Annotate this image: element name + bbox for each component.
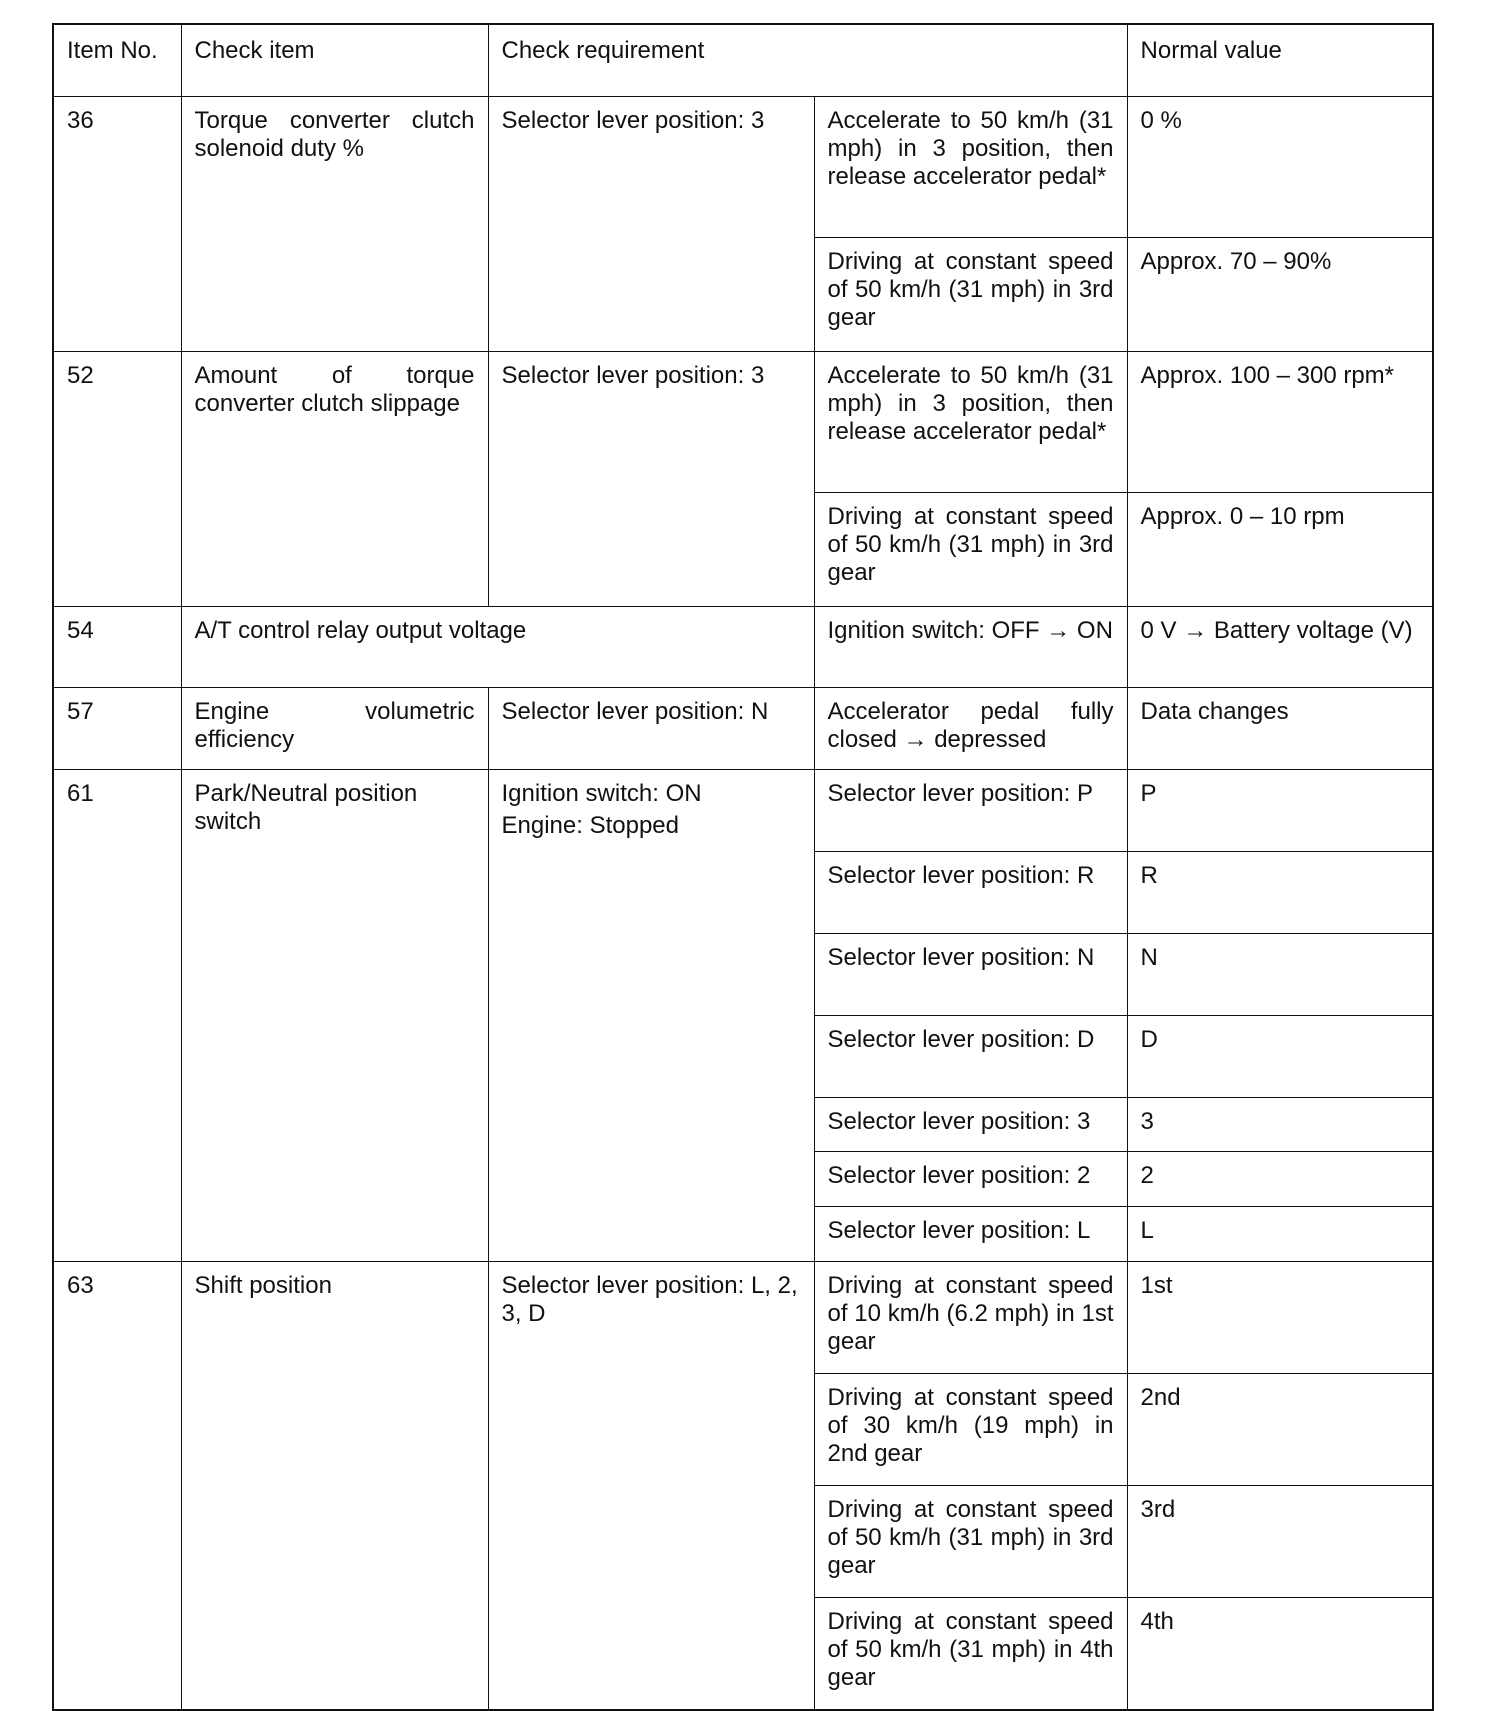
condition: Selector lever position: 3 bbox=[814, 1098, 1127, 1152]
check-requirement: Selector lever position: N bbox=[488, 688, 814, 770]
condition: Selector lever position: R bbox=[814, 852, 1127, 934]
condition: Driving at constant speed of 30 km/h (19 mph) in 2nd gear bbox=[814, 1374, 1127, 1486]
check-item: Shift position bbox=[181, 1262, 488, 1710]
check-requirement: Selector lever position: L, 2, 3, D bbox=[488, 1262, 814, 1710]
condition: Driving at constant speed of 50 km/h (31 mph) in 3rd gear bbox=[814, 493, 1127, 607]
table-row bbox=[53, 688, 1433, 770]
check-item: Torque converter clutch solenoid duty % bbox=[181, 97, 488, 352]
condition: Accelerate to 50 km/h (31 mph) in 3 position, then release accelerator pedal* bbox=[814, 97, 1127, 238]
condition: Selector lever position: D bbox=[814, 1016, 1127, 1098]
spec-page bbox=[52, 23, 1432, 1711]
item-no: 57 bbox=[53, 688, 181, 770]
condition: Selector lever position: N bbox=[814, 934, 1127, 1016]
header-check-item: Check item bbox=[181, 24, 488, 97]
table-row bbox=[53, 1262, 1433, 1374]
check-item-table bbox=[52, 23, 1434, 1711]
normal-value: 2 bbox=[1127, 1152, 1433, 1207]
requirement-line: Engine: Stopped bbox=[501, 812, 679, 839]
header-item-no: Item No. bbox=[53, 24, 181, 97]
check-requirement: Selector lever position: 3 bbox=[488, 97, 814, 352]
condition: Selector lever position: 2 bbox=[814, 1152, 1127, 1207]
normal-value: 4th bbox=[1127, 1598, 1433, 1710]
table-row bbox=[53, 607, 1433, 688]
item-no: 61 bbox=[53, 770, 181, 1262]
normal-value: Data changes bbox=[1127, 688, 1433, 770]
normal-value: 0 V → Battery voltage (V) bbox=[1127, 607, 1433, 688]
normal-value: R bbox=[1127, 852, 1433, 934]
table-row bbox=[53, 770, 1433, 852]
normal-value: P bbox=[1127, 770, 1433, 852]
normal-value: 3 bbox=[1127, 1098, 1433, 1152]
check-requirement: Selector lever position: 3 bbox=[488, 352, 814, 607]
condition: Selector lever position: P bbox=[814, 770, 1127, 852]
normal-value: 1st bbox=[1127, 1262, 1433, 1374]
item-no: 63 bbox=[53, 1262, 181, 1710]
condition: Accelerate to 50 km/h (31 mph) in 3 position, then release accelerator pedal* bbox=[814, 352, 1127, 493]
normal-value: Approx. 70 – 90% bbox=[1127, 238, 1433, 352]
item-no: 54 bbox=[53, 607, 181, 688]
normal-value: Approx. 0 – 10 rpm bbox=[1127, 493, 1433, 607]
header-check-requirement: Check requirement bbox=[488, 24, 1127, 97]
check-item: Engine volumetric efficiency bbox=[181, 688, 488, 770]
condition: Driving at constant speed of 10 km/h (6.2 mph) in 1st gear bbox=[814, 1262, 1127, 1374]
normal-value: 3rd bbox=[1127, 1486, 1433, 1598]
normal-value: D bbox=[1127, 1016, 1433, 1098]
condition: Selector lever position: L bbox=[814, 1207, 1127, 1262]
item-no: 36 bbox=[53, 97, 181, 352]
check-item: Park/Neutral position switch bbox=[181, 770, 488, 1262]
header-normal-value: Normal value bbox=[1127, 24, 1433, 97]
normal-value: 0 % bbox=[1127, 97, 1433, 238]
condition: Driving at constant speed of 50 km/h (31 mph) in 4th gear bbox=[814, 1598, 1127, 1710]
table-row bbox=[53, 352, 1433, 493]
normal-value: Approx. 100 – 300 rpm* bbox=[1127, 352, 1433, 493]
check-item: Amount of torque converter clutch slippage bbox=[181, 352, 488, 607]
normal-value: 2nd bbox=[1127, 1374, 1433, 1486]
normal-value: N bbox=[1127, 934, 1433, 1016]
condition: Driving at constant speed of 50 km/h (31 mph) in 3rd gear bbox=[814, 1486, 1127, 1598]
condition: Ignition switch: OFF → ON bbox=[814, 607, 1127, 688]
table-row bbox=[53, 97, 1433, 238]
item-no: 52 bbox=[53, 352, 181, 607]
check-requirement bbox=[488, 770, 814, 1262]
condition: Accelerator pedal fully closed → depressed bbox=[814, 688, 1127, 770]
header-row bbox=[53, 24, 1433, 97]
normal-value: L bbox=[1127, 1207, 1433, 1262]
condition: Driving at constant speed of 50 km/h (31 mph) in 3rd gear bbox=[814, 238, 1127, 352]
check-item: A/T control relay output voltage bbox=[181, 607, 814, 688]
requirement-line: Ignition switch: ON bbox=[501, 780, 702, 807]
